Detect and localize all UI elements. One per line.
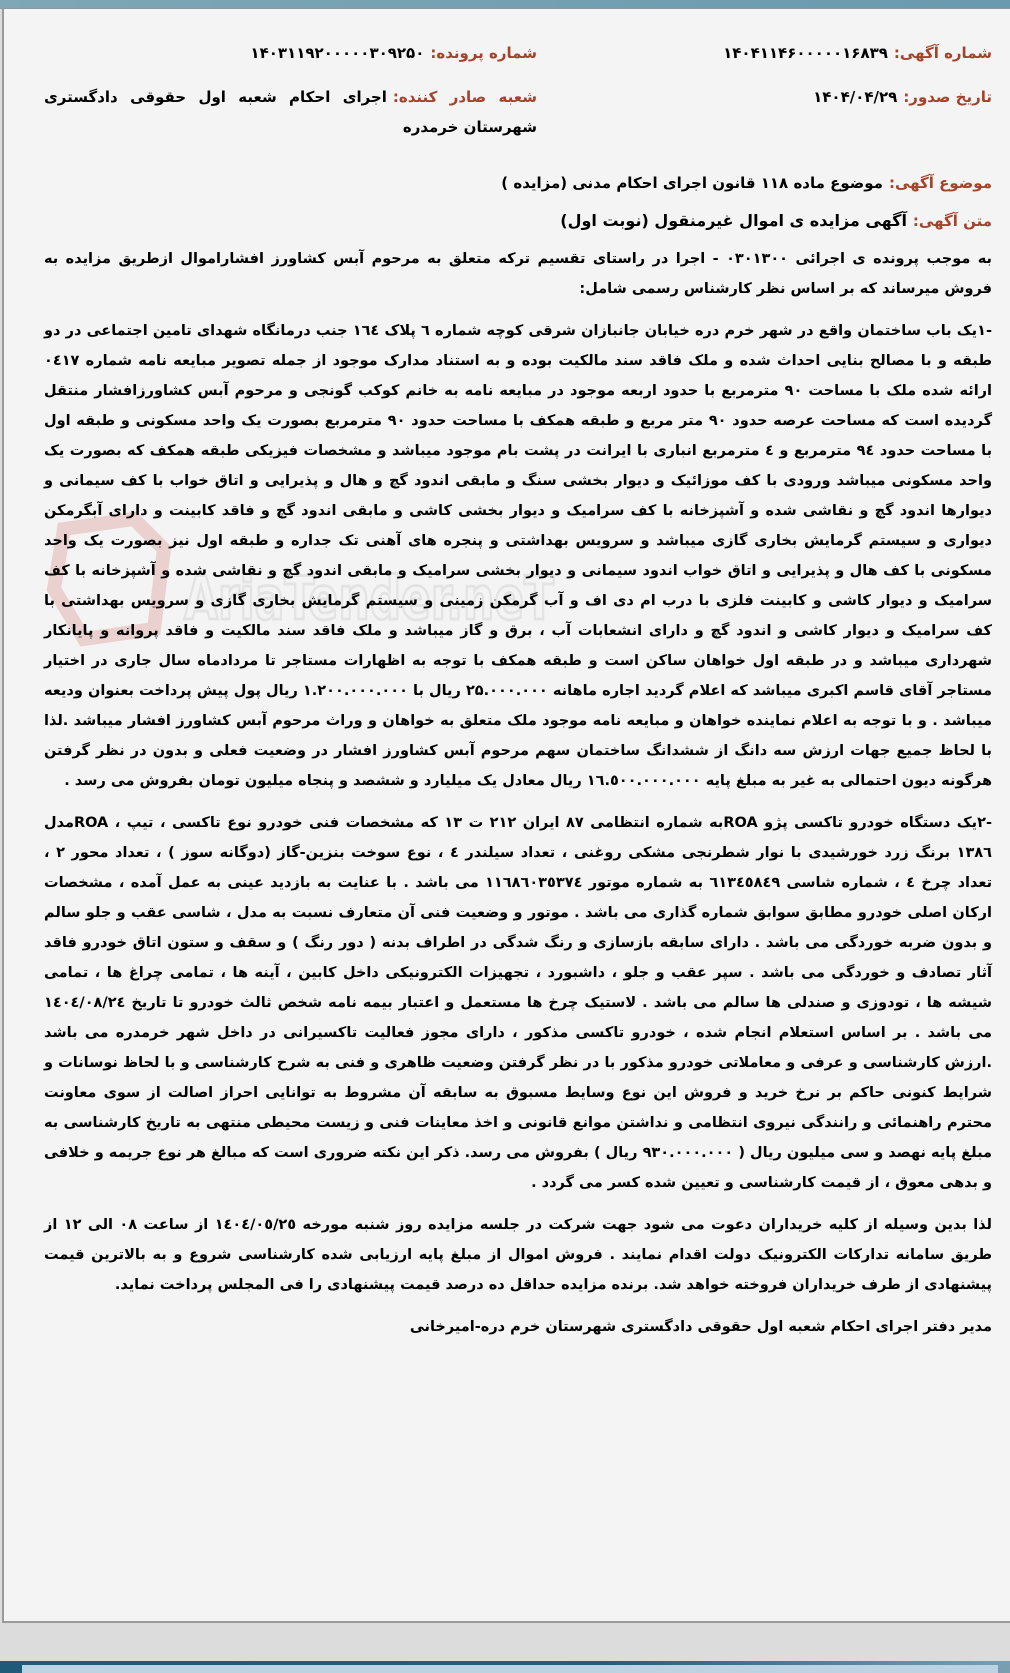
text-title-value: آگهی مزایده ی اموال غیرمنقول (نوبت اول) bbox=[560, 211, 907, 230]
taskbar-inner bbox=[22, 1665, 998, 1673]
case-number-value: ۱۴۰۳۱۱۹۲۰۰۰۰۰۳۰۹۲۵۰ bbox=[250, 44, 425, 62]
subject-value: موضوع ماده ۱۱۸ قانون اجرای احکام مدنی (مزایده ) bbox=[501, 174, 883, 192]
ad-number-label: شماره آگهی: bbox=[893, 44, 992, 62]
text-label: متن آگهی: bbox=[912, 212, 992, 230]
item-2-paragraph: -۲یک دستگاه خودرو تاکسی پژو ROAبه شماره انتظامی ۸۷ ایران ۲۱۲ ت ۱۳ که مشخصات فنی خودرو نوع تاکسی ، تیپ ، ROAمدل ۱۳۸٦ برنگ زرد خورشیدی با نوار شطرنجی مشکی روغنی ، تعداد سیلندر ٤ ، نوع سوخت بنزین-گاز (دوگانه سوز ) ، تعداد محور ۲ ، تعداد چرخ ٤ ، شماره شاسی ٦۱۳٤٥۸٤۹ به شماره موتور ۱۱٦۸٦۰۳٥۳۷٤ می باشد . با عنایت به بازدید عینی به عمل آمده ، مشخصات ارکان اصلی خودرو مطابق سوابق شماره گذاری می باشد . موتور و وضعیت فنی آن متعارف نسبت به مدل ، شاسی عقب و جلو سالم و بدون ضربه خوردگی می باشد . دارای سابقه بازسازی و رنگ شدگی در اطراف بدنه ( دور رنگ ) و سقف و ستون اتاق خودرو فاقد آثار تصادف و خوردگی می باشد . سپر عقب و جلو ، داشبورد ، تجهیزات الکترونیکی داخل کابین ، آینه ها ، تمامی چراغ ها ، تمامی شیشه ها ، تودوزی و صندلی ها سالم می باشد . لاستیک چرخ ها مستعمل و اعتبار بیمه نامه شخص ثالث خودرو تا تاریخ ۱٤۰٤/۰۸/۲٤ می باشد . بر اساس استعلام انجام شده ، خودرو تاکسی مذکور ، دارای مجوز فعالیت تاکسیرانی در داخل شهر خرمدره می باشد .ارزش کارشناسی و عرفی و معاملاتی خودرو مذکور با در نظر گرفتن وضعیت ظاهری و فنی به شرح کارشناسی و با لحاظ نوسانات و شرایط کنونی حاکم بر نرخ خرید و فروش این نوع وسایط مسبوق به سابقه آن مشروط به توانایی احراز اصالت از سوی معاونت محترم راهنمائی و رانندگی نیروی انتظامی و نداشتن موانع قانونی و اخذ معاینات فنی و زیست محیطی منتهی به تاریخ کارشناسی به مبلغ پایه نهصد و سی میلیون ریال ( ۹۳۰.۰۰۰.۰۰۰ ریال ) بفروش می رسد. ذکر این نکته ضروری است که مبالغ هر نوع جریمه و خلافی و بدهی معوق ، از قیمت کارشناسی و تعیین شده کسر می گردد . bbox=[44, 815, 993, 1191]
taskbar bbox=[0, 1661, 1010, 1673]
document-panel bbox=[2, 9, 1010, 1623]
issue-date-label: تاریخ صدور: bbox=[903, 88, 992, 106]
svg-text:AriaTender.neT: AriaTender.neT bbox=[184, 564, 555, 634]
issuing-branch-label: شعبه صادر کننده: bbox=[392, 88, 537, 106]
invitation-paragraph: لذا بدین وسیله از کلیه خریداران دعوت می شود جهت شرکت در جلسه مزایده روز شنبه مورخه ۱٤۰٤/۰٥/۲٥ از ساعت ۰۸ الی ۱۲ از طریق سامانه تدارکات الکترونیک دولت اقدام نمایند . فروش اموال از مبلغ پایه ارزیابی شده کارشناسی شروع و به بالاترین قیمت پیشنهادی از طرف خریداران فروخته خواهد شد. برنده مزایده حداقل ده درصد قیمت پیشنهادی را فی المجلس پرداخت نماید. bbox=[44, 1217, 992, 1293]
subject-label: موضوع آگهی: bbox=[888, 174, 992, 192]
intro-paragraph: به موجب پرونده ی اجرائی ۰۳۰۱۳۰۰ - اجرا در راستای تقسیم ترکه متعلق به مرحوم آبس کشاورز افشاراموال ازطریق مزایده به فروش میرساند که بر اساس نظر کارشناس رسمی شامل: bbox=[44, 251, 992, 297]
case-number-label: شماره پرونده: bbox=[430, 44, 537, 62]
issuing-branch-value: اجرای احکام شعبه اول حقوقی دادگستری شهرستان خرمدره bbox=[44, 88, 537, 136]
case-number bbox=[44, 38, 537, 68]
signature: مدیر دفتر اجرای احکام شعبه اول حقوقی دادگستری شهرستان خرم دره-امیرخانی bbox=[409, 1319, 992, 1335]
notice-subject bbox=[44, 168, 992, 198]
ad-number bbox=[537, 38, 992, 68]
issue-date bbox=[537, 82, 992, 142]
notice-content bbox=[44, 38, 992, 1342]
window-top-bar bbox=[0, 0, 1010, 9]
notice-meta bbox=[44, 38, 992, 142]
notice-text-title bbox=[44, 206, 992, 236]
ad-number-value: ۱۴۰۴۱۱۴۶۰۰۰۰۰۱۶۸۳۹ bbox=[723, 44, 888, 62]
item-1-paragraph: -۱یک باب ساختمان واقع در شهر خرم دره خیابان جانبازان شرقی کوچه شماره ٦ پلاک ۱٦٤ جنب درمانگاه شهدای تامین اجتماعی در دو طبقه و با مصالح بنایی احداث شده و ملک فاقد سند مالکیت بوده و به استناد مدارک موجود از جمله تصویر مبایعه نامه شماره ۰٤۱۷ ارائه شده ملک با مساحت ۹۰ مترمربع با حدود اربعه موجود در مبایعه نامه به خانم کوکب گونجی و مرحوم آبس کشاورزافشار منتقل گردیده است که مساحت عرصه حدود ۹۰ متر مربع و طبقه همکف با مساحت حدود ۹۰ مترمربع بصورت یک واحد مسکونی و طبقه اول با مساحت حدود ۹٤ مترمربع و ٤ مترمربع انباری با ایرانت در پشت بام موجود میباشد و مشخصات فیزیکی طبقه همکف که بصورت یک واحد مسکونی میباشد ورودی با کف موزائیک و دیوار بخشی سنگ و مابقی اندود گچ و هال و پذیرایی و اتاق خواب با کف سیمانی و دیوارها اندود گچ و نقاشی شده و آشپزخانه با کف سرامیک و دیوار بخشی کاشی و مابقی اندود گچ و فاقد کابینت و دارای آبگرمکن دیواری و سیستم گرمایش بخاری گازی میباشد و سرویس بهداشتی و پنجره های آهنی تک جداره و طبقه اول نیز بصورت یک واحد مسکونی با کف هال و پذیرایی و اتاق خواب اندود سیمانی و دیوار بخشی سرامیک و مابقی اندود گچ و نقاشی شده و آشپزخانه با کف سرامیک و دیوار کاشی و کابینت فلزی با درب ام دی اف و آب گرمکن زمینی و سیستم گرمایش بخاری گازی و سرویس بهداشتی با کف سرامیک و دیوار کاشی و اندود گچ و دارای انشعابات آب ، برق و گاز میباشد و ملک فاقد سند مالکیت و فاقد پروانه و پایانکار شهرداری میباشد و در طبقه اول خواهان ساکن است و طبقه همکف با توجه به اظهارات مستاجر تا مردادماه سال جاری در اختیار مستاجر آقای قاسم اکبری میباشد که اعلام گردید اجاره ماهانه ۲۵.۰۰۰.۰۰۰ ریال با ۱.۲۰۰.۰۰۰.۰۰۰ ریال پول پیش پرداخت بعنوان ودیعه میباشد . و با توجه به اعلام نماینده خواهان و مبایعه نامه موجود ملک متعلق به خواهان و وراث مرحوم آبس کشاورز افشار میباشد .لذا با لحاظ جمیع جهات ارزش سه دانگ از ششدانگ ساختمان سهم مرحوم آبس کشاورز افشار در وضعیت فعلی و بدون در نظر گرفتن هرگونه دیون احتمالی به غیر به مبلغ پایه ۱٦.٥۰۰.۰۰۰.۰۰۰ ریال معادل یک میلیارد و ششصد و پنجاه میلیون تومان بفروش می رسد . bbox=[44, 323, 993, 789]
issue-date-value: ۱۴۰۴/۰۴/۲۹ bbox=[813, 88, 898, 106]
issuing-branch bbox=[44, 82, 537, 142]
